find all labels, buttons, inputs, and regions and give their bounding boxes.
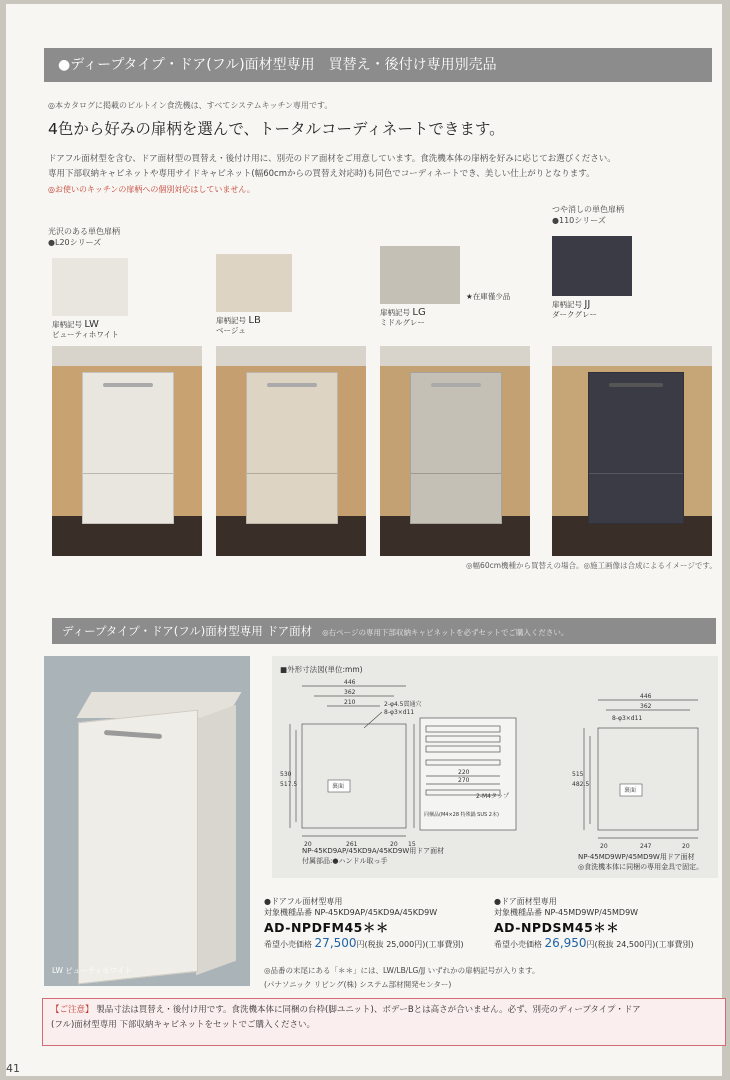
svg-text:446: 446 (344, 679, 356, 686)
glossy-category: 光沢のある単色扉柄 ●L20シリーズ (48, 227, 120, 247)
product-doorfull: ●ドアフル面材型専用 対象機種品番 NP-45KD9AP/45KD9A/45KD9W AD-NPDFM45＊＊ 希望小売価格 27,500円(税抜 25,000円)(工事費別) (264, 896, 496, 950)
intro-line-2: 専用下部収納キャビネットや専用サイドキャビネット(幅60cmからの買替え対応時)も同色でコーディネートでき、美しい仕上がりとなります。 (48, 169, 595, 179)
svg-text:247: 247 (640, 843, 652, 850)
svg-text:515: 515 (572, 771, 584, 778)
svg-text:530: 530 (280, 771, 292, 778)
svg-text:261: 261 (346, 841, 358, 848)
svg-text:20: 20 (682, 843, 690, 850)
matte-category: つや消しの単色扉柄 ●110シリーズ (552, 205, 624, 225)
page-number: 41 (6, 1062, 20, 1075)
svg-text:362: 362 (640, 703, 652, 710)
svg-text:8-φ3×d11: 8-φ3×d11 (612, 715, 643, 722)
svg-text:220: 220 (458, 769, 470, 776)
price: 希望小売価格 26,950円(税抜 24,500円)(工事費別) (494, 936, 694, 950)
svg-text:446: 446 (640, 693, 652, 700)
svg-text:裏面: 裏面 (332, 783, 345, 790)
svg-text:210: 210 (344, 699, 356, 706)
svg-text:20: 20 (390, 841, 398, 848)
swatch-lb (216, 254, 292, 312)
install-photo-lw (52, 346, 202, 556)
product-photo (44, 656, 250, 986)
section-header: ●ディープタイプ・ドア(フル)面材型専用 買替え・後付け専用別売品 (44, 48, 712, 82)
svg-text:2-M4タップ: 2-M4タップ (476, 793, 509, 800)
headline: 4色から好みの扉柄を選んで、トータルコーディネートできます。 (48, 120, 505, 138)
install-photo-lg (380, 346, 530, 556)
caution-label: 【ご注意】 (51, 1005, 94, 1015)
swatch-lw-label: 扉柄記号 LW ビューティホワイト (52, 319, 119, 339)
stock-note: ★在庫僅少品 (466, 292, 511, 301)
model-number: AD-NPDFM45＊＊ (264, 920, 389, 935)
swatch-lg-label: 扉柄記号 LG ミドルグレー (380, 307, 426, 327)
swatch-jj-label: 扉柄記号 JJ ダークグレー (552, 299, 597, 319)
dimension-drawing-panel (272, 656, 718, 878)
photo-door-panel (588, 372, 684, 524)
svg-text:482.5: 482.5 (572, 781, 590, 788)
model-number: AD-NPDSM45＊＊ (494, 920, 620, 935)
door-panel-header: ディープタイプ・ドア(フル)面材型専用 ドア面材 ◎右ページの専用下部収納キャビネットを必ずセットでご購入ください。 (52, 618, 716, 644)
svg-text:裏面: 裏面 (624, 787, 637, 794)
left-drawing-caption: NP-45KD9AP/45KD9A/45KD9W用ドア面材 付属部品:●ハンドル取っ手 (302, 847, 445, 865)
product-notes: ◎品番の末尾にある「＊＊」には、LW/LB/LG/JJ いずれかの扉柄記号が入ります。 (パナソニック リビング(株) システム部材開発センター) (264, 966, 540, 989)
dimension-title: ■外形寸法図(単位:mm) (280, 665, 363, 674)
svg-text:270: 270 (458, 777, 470, 784)
swatch-jj (552, 236, 632, 296)
intro-body (48, 152, 708, 197)
right-drawing-caption: NP-45MD9WP/45MD9W用ドア面材 ◎食洗機本体に同梱の専用金具で固定。 (578, 853, 704, 871)
dimension-drawings (272, 656, 718, 878)
swatch-lw (52, 258, 128, 316)
swatch-lg (380, 246, 460, 304)
price: 希望小売価格 27,500円(税抜 25,000円)(工事費別) (264, 936, 464, 950)
svg-text:8-φ3×d11: 8-φ3×d11 (384, 709, 415, 716)
photos-caption: ◎幅60cm機種から買替えの場合。◎施工画像は合成によるイメージです。 (466, 561, 717, 570)
svg-text:2-φ4.5貫通穴: 2-φ4.5貫通穴 (384, 701, 422, 708)
photo-door-panel (246, 372, 338, 524)
intro-red-note: ◎お使いのキッチンの扉柄への個別対応はしていません。 (48, 185, 255, 194)
svg-text:15: 15 (408, 841, 416, 848)
install-photo-lb (216, 346, 366, 556)
install-photo-jj (552, 346, 712, 556)
product-photo-caption: LW ビューティホワイト (52, 966, 132, 975)
photo-door-panel (82, 372, 174, 524)
caution-box: 【ご注意】 製品寸法は買替え・後付け用です。食洗機本体に同梱の台枠(脚ユニット)、ボデーBとは高さが合いません。必ず、別売のディープタイプ・ドア (フル)面材型専用 下部収納キャビネットをセットでご購入ください。 (42, 998, 726, 1046)
product-door: ●ドア面材型専用 対象機種品番 NP-45MD9WP/45MD9W AD-NPDSM45＊＊ 希望小売価格 26,950円(税抜 24,500円)(工事費別) (494, 896, 716, 950)
svg-text:同梱品(M4×28 特殊鍋 SUS 2本): 同梱品(M4×28 特殊鍋 SUS 2本) (424, 812, 499, 818)
photo-door-panel (410, 372, 502, 524)
svg-text:20: 20 (600, 843, 608, 850)
svg-text:20: 20 (304, 841, 312, 848)
swatch-lb-label: 扉柄記号 LB ベージュ (216, 315, 261, 335)
svg-text:517.5: 517.5 (280, 781, 298, 788)
svg-text:362: 362 (344, 689, 356, 696)
intro-line-1: ドアフル面材型を含む、ドア面材型の買替え・後付け用に、別売のドア面材をご用意しています。食洗機本体の扉柄を好みに応じてお選びください。 (48, 154, 616, 164)
catalog-note: ◎本カタログに掲載のビルトイン食洗機は、すべてシステムキッチン専用です。 (48, 101, 333, 110)
